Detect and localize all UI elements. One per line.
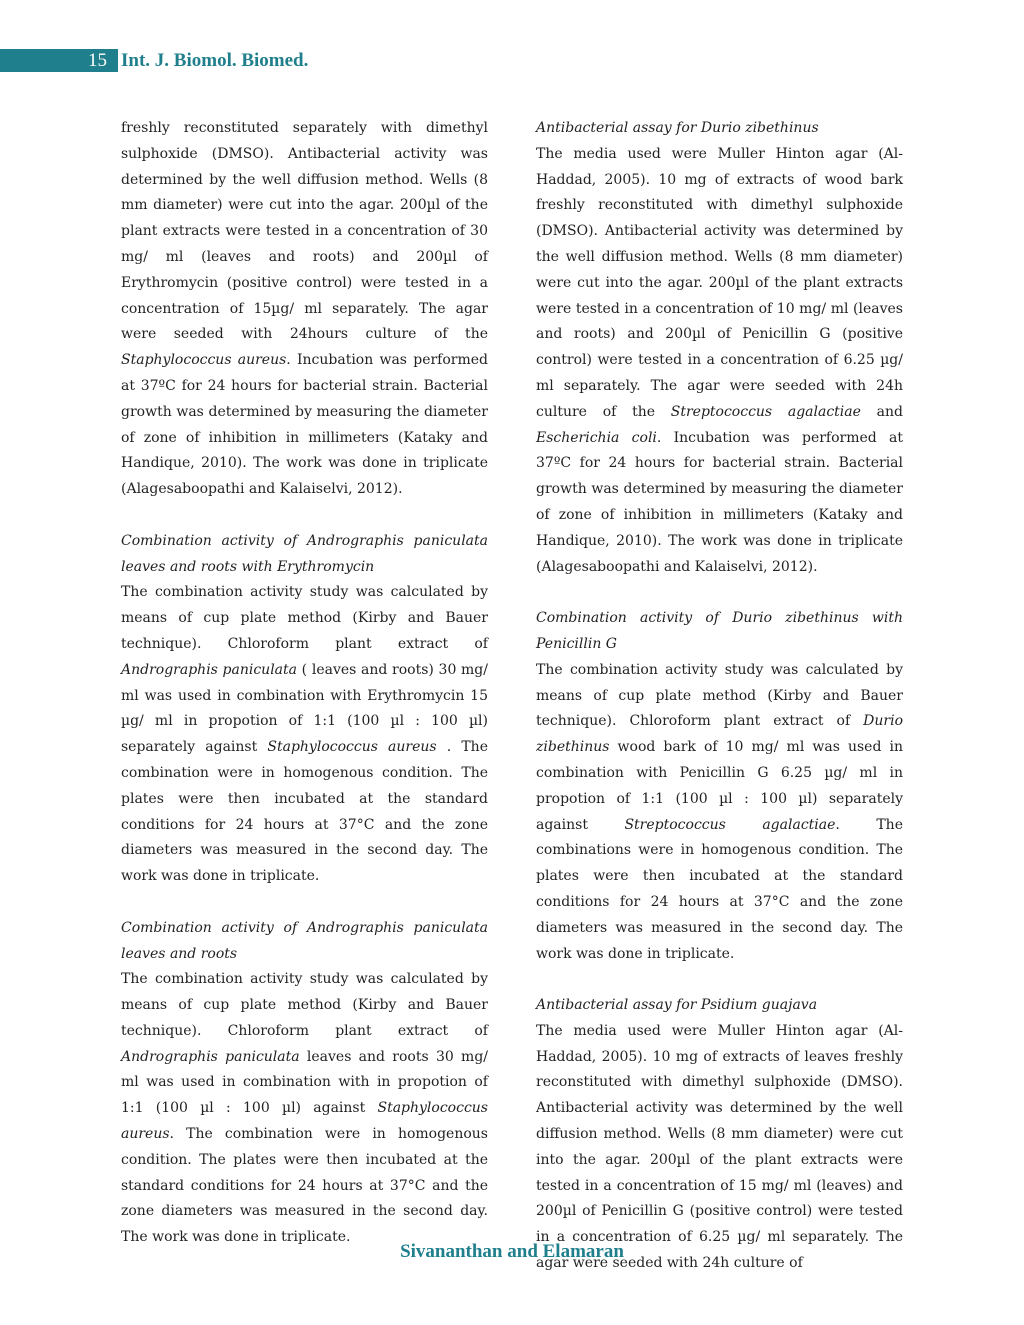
paragraph (536, 1019, 903, 1277)
right-column (536, 116, 903, 1277)
paragraph-text: wood bark of 10 mg/ ml was used in combination with Penicillin G 6.25 µg/ ml in propotion of 1:1 (100 µl : 100 µl) separately against (536, 739, 903, 833)
paragraph (121, 580, 488, 890)
species-name: Streptococcus agalactiae (624, 816, 836, 833)
species-name: Escherichia coli (536, 429, 657, 446)
paragraph-text: . Incubation was performed at 37ºC for 24 hours for bacterial strain. Bacterial growth was determined by measuring the diameter of zone of inhibition in millimeters (Kataky and Handique, 2010). The work was done in triplicate (Alagesaboopathi and Kalaiselvi, 2012). (121, 352, 488, 498)
left-column (121, 116, 488, 1251)
paragraph-text: freshly reconstituted separately with dimethyl sulphoxide (DMSO). Antibacterial activity was determined by the well diffusion method. Wells (8 mm diameter) were cut into the agar. 200µl of the plant extracts were tested in a concentration of 30 mg/ ml (leaves and roots) and 200µl of Erythromycin (positive control) were tested in a concentration of 15µg/ ml separately. The agar were seeded with 24hours culture of the (121, 120, 488, 343)
species-name: Andrographis paniculata (121, 1048, 300, 1065)
species-name: Andrographis paniculata (121, 661, 297, 678)
species-name: Staphylococcus aureus (121, 1100, 488, 1143)
paragraph-text: ( leaves and roots) 30 mg/ ml was used in combination with Erythromycin 15 µg/ ml in propotion of 1:1 (100 µl : 100 µl) separately against (121, 661, 488, 756)
paragraph-text: The combination activity study was calculated by means of cup plate method (Kirby and Bauer technique). Chloroform plant extract of (536, 661, 903, 730)
paragraph-text: The combination activity study was calculated by means of cup plate method (Kirby and Bauer technique). Chloroform plant extract of (121, 584, 488, 652)
paragraph-text: . The combination were in homogenous condition. The plates were then incubated at the standard conditions for 24 hours at 37°C and the zone diameters was measured in the second day. The work was done in triplicate. (121, 739, 488, 885)
paragraph-text: The combination activity study was calculated by means of cup plate method (Kirby and Bauer technique). Chloroform plant extract of (121, 971, 488, 1039)
paragraph-text: leaves and roots 30 mg/ ml was used in combination with in propotion of 1:1 (100 µl : 100 µl) against (121, 1048, 488, 1117)
footer-authors: Sivananthan and Elamaran (400, 1241, 624, 1262)
paragraph (536, 658, 903, 968)
paragraph-text: . The combination were in homogenous condition. The plates were then incubated at the standard conditions for 24 hours at 37°C and the zone diameters was measured in the second day. The work was done in triplicate. (121, 1126, 488, 1246)
section-heading: Combination activity of Andrographis paniculata leaves and roots with Erythromycin (121, 532, 488, 575)
paragraph (536, 142, 903, 581)
species-name: Durio zibethinus (536, 713, 903, 756)
section-heading: Combination activity of Andrographis paniculata leaves and roots (121, 919, 488, 962)
journal-title: Int. J. Biomol. Biomed. (121, 50, 309, 71)
section-heading: Antibacterial assay for Durio zibethinus (536, 120, 819, 136)
species-name: Staphylococcus aureus (267, 739, 437, 756)
species-name: Streptococcus agalactiae (670, 403, 861, 420)
paragraph-text: The media used were Muller Hinton agar (Al-Haddad, 2005). 10 mg of extracts of wood bark freshly reconstituted with dimethyl sulphoxide (DMSO). Antibacterial activity was determined by the well diffusion method. Wells (8 mm diameter) were cut into the agar. 200µl of the plant extracts were tested in a concentration of 10 mg/ ml (leaves and roots) and 200µl of Penicillin G (positive control) were tested in a concentration of 6.25 µg/ ml separately. The agar were seeded with 24h culture of the (536, 145, 903, 420)
page-number: 15 (88, 50, 107, 71)
section-heading: Antibacterial assay for Psidium guajava (536, 997, 818, 1014)
paragraph-text: . The combinations were in homogenous condition. The plates were then incubated at the standard conditions for 24 hours at 37°C and the zone diameters was measured in the second day. The work was done in triplicate. (536, 816, 903, 962)
paragraph (121, 967, 488, 1251)
paragraph-text: and (860, 403, 903, 420)
paragraph-text: . Incubation was performed at 37ºC for 24 hours for bacterial strain. Bacterial growth was determined by measuring the diameter of zone of inhibition in millimeters (Kataky and Handique, 2010). The work was done in triplicate (Alagesaboopathi and Kalaiselvi, 2012). (536, 429, 903, 575)
species-name: Staphylococcus aureus (121, 352, 287, 369)
section-heading: Combination activity of Durio zibethinus with Penicillin G (536, 610, 903, 652)
paragraph (121, 116, 488, 503)
paragraph-text: The media used were Muller Hinton agar (Al-Haddad, 2005). 10 mg of extracts of leaves freshly reconstituted with dimethyl sulphoxide (DMSO). Antibacterial activity was determined by the well diffusion method. Wells (8 mm diameter) were cut into the agar. 200µl of the plant extracts were tested in a concentration of 15 mg/ ml (leaves) and 200µl of Penicillin G (positive control) were tested in a concentration of 6.25 µg/ ml separately. The agar were seeded with 24h culture of (536, 1022, 903, 1272)
